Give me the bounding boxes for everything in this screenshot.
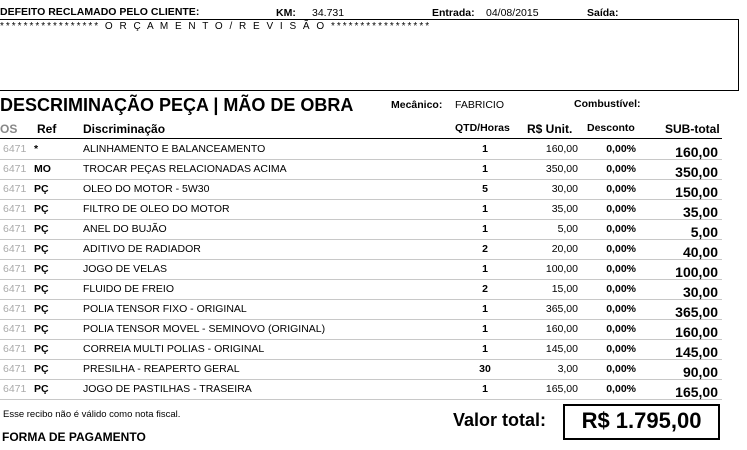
table-row [0,240,722,260]
row-description: JOGO DE PASTILHAS - TRASEIRA [83,383,252,395]
row-ref: PÇ [34,203,49,215]
row-os: 6471 [3,183,27,195]
row-description: FLUIDO DE FREIO [83,283,175,295]
row-unit-price: 3,00 [557,363,578,375]
row-ref: PÇ [34,363,49,375]
entrada-label: Entrada: [432,7,475,19]
row-os: 6471 [3,143,27,155]
saida-label: Saída: [587,7,619,19]
row-subtotal: 150,00 [675,184,718,200]
row-os: 6471 [3,303,27,315]
row-description: FILTRO DE OLEO DO MOTOR [83,203,230,215]
table-row [0,320,722,340]
row-qtd: 1 [482,263,488,275]
row-description: PRESILHA - REAPERTO GERAL [83,363,240,375]
row-os: 6471 [3,283,27,295]
row-subtotal: 145,00 [675,344,718,360]
section-title: DESCRIMINAÇÃO PEÇA | MÃO DE OBRA [0,95,354,115]
row-discount: 0,00% [606,343,636,355]
col-os: OS [0,122,18,136]
row-discount: 0,00% [606,143,636,155]
header-divider [0,138,722,139]
col-unit: R$ Unit. [527,122,573,136]
table-row [0,280,722,300]
row-unit-price: 15,00 [551,283,578,295]
col-ref: Ref [37,122,57,136]
row-discount: 0,00% [606,363,636,375]
row-unit-price: 365,00 [545,303,578,315]
row-discount: 0,00% [606,203,636,215]
row-description: POLIA TENSOR MOVEL - SEMINOVO (ORIGINAL) [83,323,326,335]
row-subtotal: 35,00 [682,204,718,220]
entrada-value: 04/08/2015 [486,7,539,19]
row-ref: PÇ [34,183,49,195]
row-description: OLEO DO MOTOR - 5W30 [83,183,210,195]
row-description: JOGO DE VELAS [83,263,168,275]
valor-total-label: Valor total: [453,410,547,430]
row-discount: 0,00% [606,243,636,255]
row-qtd: 1 [482,323,488,335]
orcamento-title: ***************** O R Ç A M E N T O / R E V I S Ã O ***************** [0,21,432,32]
row-os: 6471 [3,343,27,355]
row-os: 6471 [3,263,27,275]
row-description: POLIA TENSOR FIXO - ORIGINAL [83,303,247,315]
receipt-note: Esse recibo não é válido como nota fiscal. [3,409,181,420]
row-ref: PÇ [34,303,49,315]
row-qtd: 30 [479,363,491,375]
row-ref: PÇ [34,223,49,235]
row-qtd: 1 [482,303,488,315]
row-unit-price: 165,00 [545,383,578,395]
row-discount: 0,00% [606,263,636,275]
row-subtotal: 5,00 [690,224,718,240]
col-qtd: QTD/Horas [455,122,510,134]
row-ref: MO [34,163,51,175]
row-discount: 0,00% [606,323,636,335]
defeito-label: DEFEITO RECLAMADO PELO CLIENTE: [0,6,200,18]
table-row [0,340,722,360]
row-subtotal: 160,00 [675,324,718,340]
table-row [0,160,722,180]
forma-pagamento-label: FORMA DE PAGAMENTO [2,430,146,444]
row-qtd: 1 [482,143,488,155]
row-ref: PÇ [34,323,49,335]
table-row [0,360,722,380]
table-row [0,220,722,240]
row-qtd: 1 [482,343,488,355]
row-qtd: 1 [482,383,488,395]
mecanico-value: FABRICIO [455,99,505,111]
row-ref: * [34,143,39,155]
col-desconto: Desconto [587,122,635,134]
row-discount: 0,00% [606,223,636,235]
row-description: CORREIA MULTI POLIAS - ORIGINAL [83,343,265,355]
combustivel-label: Combustível: [574,98,641,110]
row-ref: PÇ [34,263,49,275]
row-discount: 0,00% [606,183,636,195]
row-ref: PÇ [34,243,49,255]
valor-total-value: R$ 1.795,00 [581,408,702,433]
row-unit-price: 5,00 [557,223,578,235]
row-os: 6471 [3,163,27,175]
row-subtotal: 365,00 [675,304,718,320]
row-description: TROCAR PEÇAS RELACIONADAS ACIMA [83,163,287,175]
row-qtd: 1 [482,163,488,175]
row-subtotal: 30,00 [682,284,718,300]
row-subtotal: 160,00 [675,144,718,160]
row-subtotal: 90,00 [682,364,718,380]
row-qtd: 2 [482,243,488,255]
table-row [0,140,722,160]
table-row [0,300,722,320]
col-discriminacao: Discriminação [83,122,166,136]
row-os: 6471 [3,363,27,375]
row-discount: 0,00% [606,383,636,395]
row-qtd: 1 [482,203,488,215]
row-os: 6471 [3,383,27,395]
row-ref: PÇ [34,283,49,295]
row-unit-price: 20,00 [551,243,578,255]
row-unit-price: 100,00 [545,263,578,275]
row-unit-price: 350,00 [545,163,578,175]
row-os: 6471 [3,223,27,235]
table-row [0,380,722,400]
row-discount: 0,00% [606,303,636,315]
row-unit-price: 145,00 [545,343,578,355]
table-row [0,260,722,280]
row-unit-price: 160,00 [545,323,578,335]
row-subtotal: 40,00 [682,244,718,260]
row-qtd: 1 [482,223,488,235]
row-ref: PÇ [34,383,49,395]
table-row [0,200,722,220]
row-subtotal: 165,00 [675,384,718,400]
row-qtd: 2 [482,283,488,295]
row-description: ANEL DO BUJÃO [83,223,167,235]
row-discount: 0,00% [606,283,636,295]
row-unit-price: 30,00 [551,183,578,195]
row-os: 6471 [3,243,27,255]
row-subtotal: 100,00 [675,264,718,280]
table-row [0,180,722,200]
row-ref: PÇ [34,343,49,355]
km-value: 34.731 [312,7,345,19]
row-description: ALINHAMENTO E BALANCEAMENTO [83,143,266,155]
col-subtotal: SUB-total [665,122,720,136]
row-unit-price: 35,00 [551,203,578,215]
row-os: 6471 [3,203,27,215]
row-subtotal: 350,00 [675,164,718,180]
mecanico-label: Mecânico: [391,99,443,111]
row-description: ADITIVO DE RADIADOR [83,243,201,255]
row-discount: 0,00% [606,163,636,175]
km-label: KM: [276,7,296,19]
row-os: 6471 [3,323,27,335]
row-unit-price: 160,00 [545,143,578,155]
row-qtd: 5 [482,183,488,195]
